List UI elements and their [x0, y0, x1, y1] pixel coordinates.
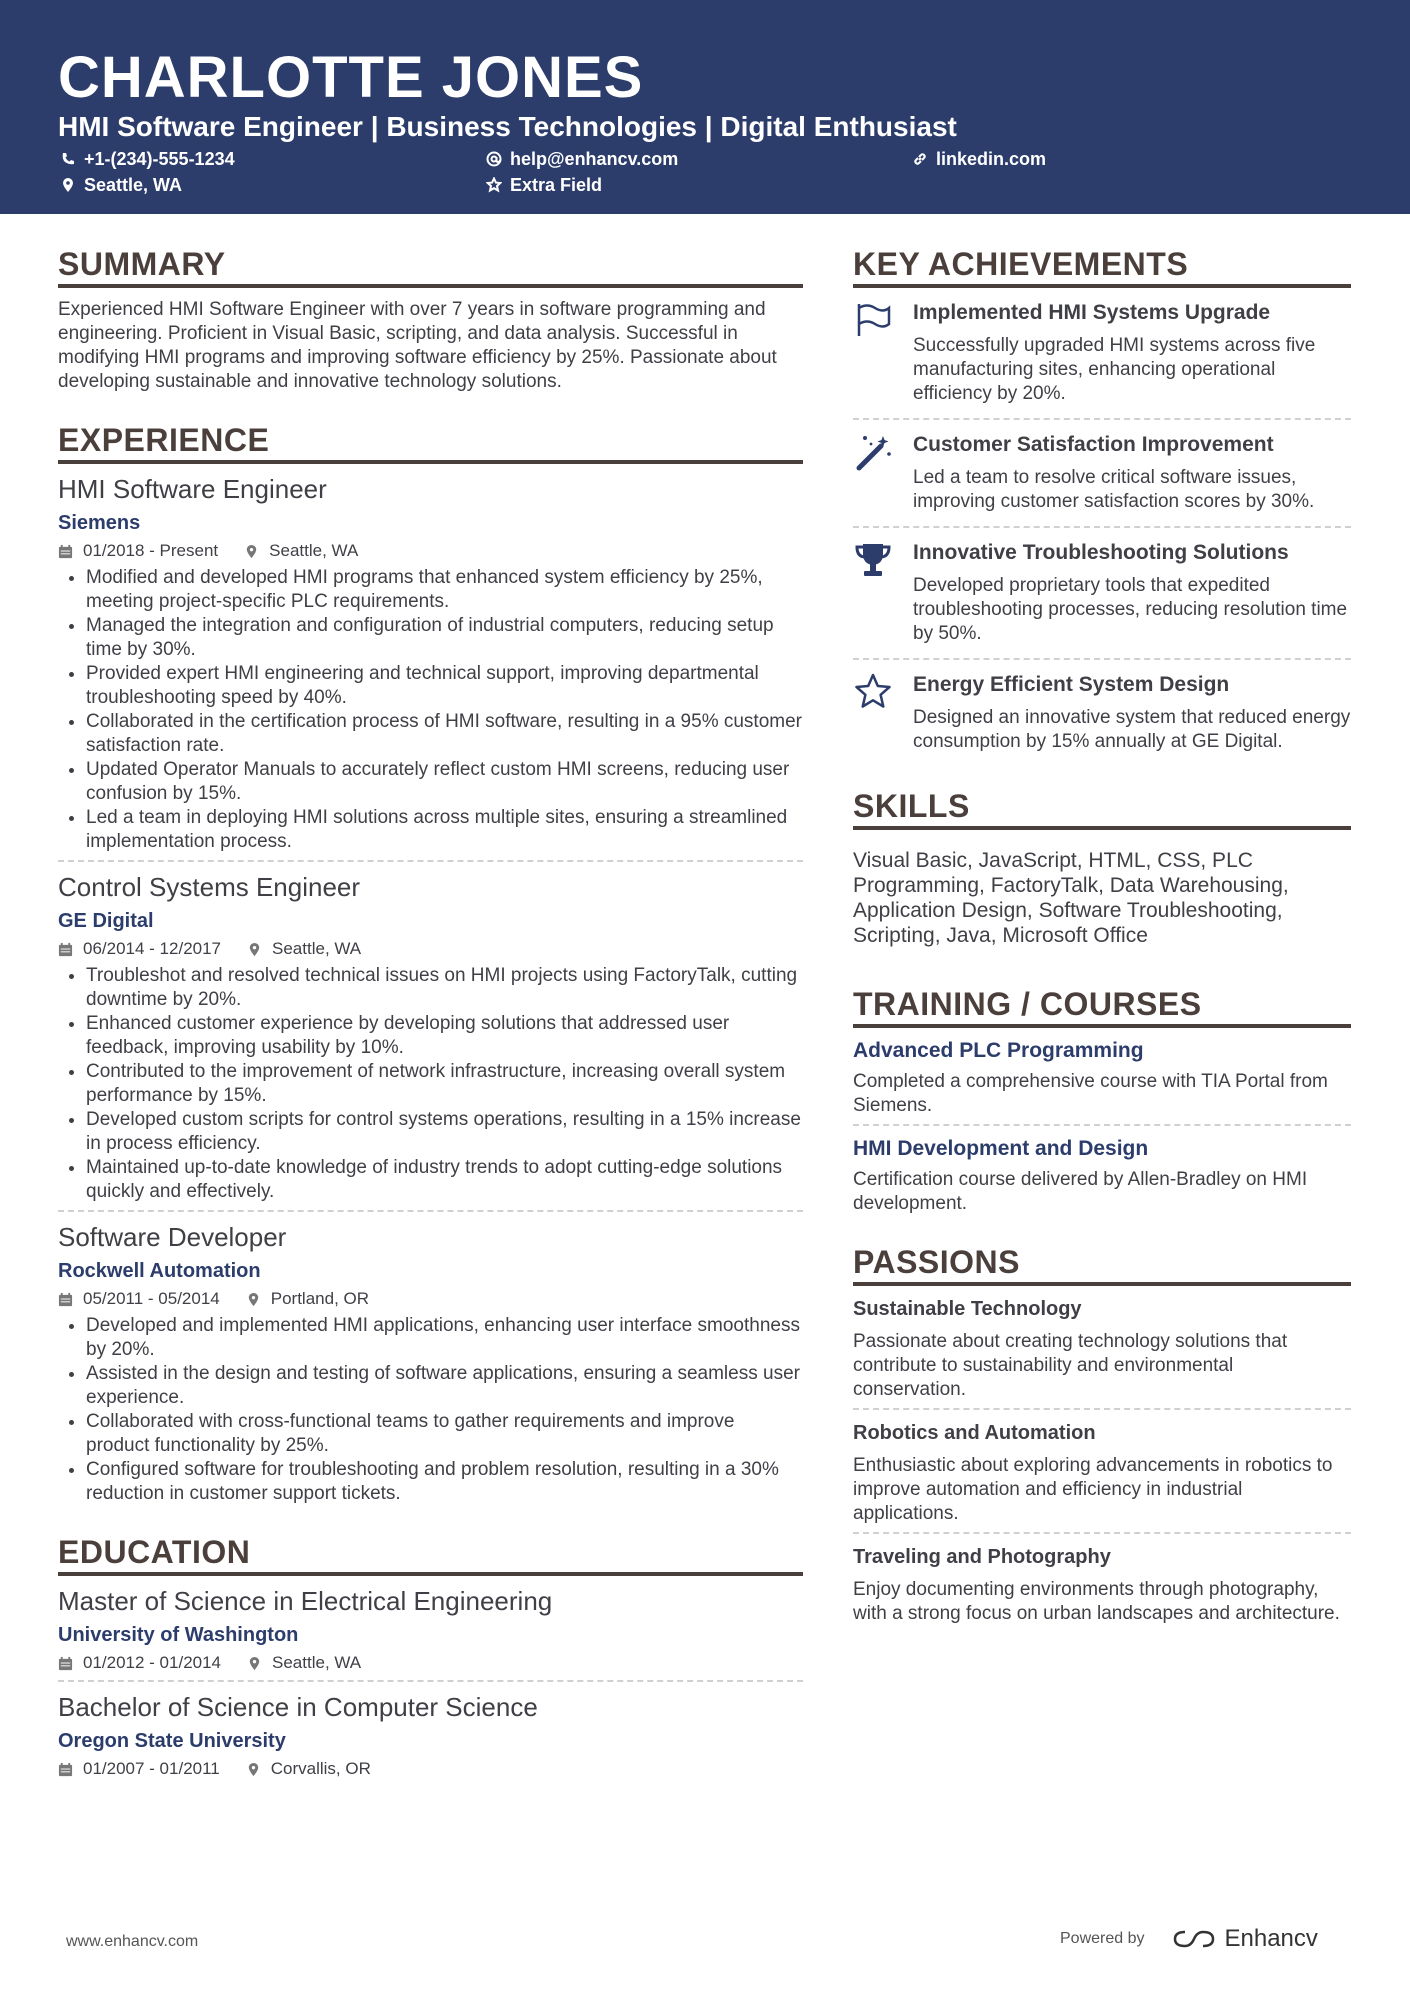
education-dates: 01/2012 - 01/2014: [83, 1653, 222, 1672]
job-bullets: [58, 964, 803, 1204]
calendar-icon: [58, 942, 73, 957]
achievement-item: [853, 660, 1351, 760]
bullet-item: • Troubleshot and resolved technical issues on HMI projects using FactoryTalk, cutting downtime by 20%.: [86, 964, 803, 1012]
job-bullets: [58, 1314, 803, 1506]
achievement-text: Developed proprietary tools that expedited troubleshooting processes, reducing resolution time by 50%.: [913, 575, 1348, 644]
achievement-title: Innovative Troubleshooting Solutions: [913, 541, 1289, 564]
calendar-icon: [58, 1292, 73, 1307]
job-title: Software Developer: [58, 1222, 287, 1252]
job-meta: [58, 938, 803, 960]
passion-text: Enthusiastic about exploring advancements in robotics to improve automation and efficiency in industrial applications.: [853, 1455, 1333, 1524]
achievement-text: Led a team to resolve critical software issues, improving customer satisfaction scores by 30%.: [913, 467, 1315, 512]
passions-heading: PASSIONS: [853, 1242, 1351, 1286]
linkedin-text: linkedin.com: [936, 149, 1047, 169]
job-dates: 01/2018 - Present: [83, 541, 219, 560]
bullet-item: • Developed and implemented HMI applications, enhancing user interface smoothness by 20%.: [86, 1314, 803, 1362]
passion-item: [853, 1420, 1351, 1526]
course-title: Advanced PLC Programming: [853, 1039, 1144, 1062]
passion-title: Traveling and Photography: [853, 1546, 1111, 1568]
calendar-icon: [58, 544, 73, 559]
bullet-item: • Modified and developed HMI programs that enhanced system efficiency by 25%, meeting project-specific PLC requirements.: [86, 566, 803, 614]
calendar-icon: [58, 1762, 73, 1777]
education-meta: [58, 1652, 803, 1674]
location-pin-icon: [244, 544, 259, 559]
summary-heading: SUMMARY: [58, 244, 803, 288]
powered-by-label: Powered by: [1060, 1930, 1145, 1947]
at-icon: [486, 151, 502, 167]
bullet-item: • Led a team in deploying HMI solutions across multiple sites, ensuring a streamlined implementation process.: [86, 806, 803, 854]
experience-entry: [58, 1220, 803, 1506]
skills-heading: SKILLS: [853, 786, 1351, 830]
achievement-title: Customer Satisfaction Improvement: [913, 433, 1274, 456]
passion-text: Passionate about creating technology solutions that contribute to sustainability and environmental conservation.: [853, 1331, 1288, 1400]
bullet-item: • Collaborated in the certification process of HMI software, resulting in a 95% customer satisfaction rate.: [86, 710, 803, 758]
job-dates: 05/2011 - 05/2014: [83, 1289, 220, 1308]
bullet-item: • Enhanced customer experience by developing solutions that addressed user feedback, improving usability by 10%.: [86, 1012, 803, 1060]
training-heading: TRAINING / COURSES: [853, 984, 1351, 1028]
trophy-icon: [853, 540, 893, 580]
phone-text: +1-(234)-555-1234: [84, 149, 235, 169]
course-item: [853, 1038, 1351, 1118]
bullet-item: • Contributed to the improvement of network infrastructure, increasing overall system performance by 15%.: [86, 1060, 803, 1108]
divider: [853, 1124, 1351, 1126]
location-pin-icon: [246, 1762, 261, 1777]
education-meta: [58, 1758, 803, 1780]
email-text: help@enhancv.com: [510, 149, 679, 169]
passion-title: Robotics and Automation: [853, 1422, 1096, 1444]
location-pin-icon: [246, 1292, 261, 1307]
extra-text: Extra Field: [510, 175, 603, 195]
achievement-item: [853, 288, 1351, 412]
passion-item: [853, 1296, 1351, 1402]
bullet-item: • Managed the integration and configuration of industrial computers, reducing setup time by 30%.: [86, 614, 803, 662]
achievement-title: Energy Efficient System Design: [913, 673, 1230, 696]
school-name: Oregon State University: [58, 1730, 286, 1752]
course-title: HMI Development and Design: [853, 1137, 1149, 1160]
bullet-item: • Provided expert HMI engineering and technical support, improving departmental troubleshooting speed by 40%.: [86, 662, 803, 710]
divider: [58, 1680, 803, 1682]
achievement-text: Designed an innovative system that reduced energy consumption by 15% annually at GE Digital.: [913, 707, 1351, 752]
passion-title: Sustainable Technology: [853, 1298, 1082, 1320]
passion-text: Enjoy documenting environments through photography, with a strong focus on urban landscapes and architecture.: [853, 1579, 1340, 1624]
divider: [58, 1210, 803, 1212]
contact-phone[interactable]: [60, 148, 235, 170]
link-icon: [912, 151, 928, 167]
skills-text: Visual Basic, JavaScript, HTML, CSS, PLC Programming, FactoryTalk, Data Warehousing, Application Design, Software Troubleshooting, Scripting, Java, Microsoft Office: [853, 849, 1289, 947]
brand-name: Enhancv: [1224, 1925, 1318, 1952]
education-location: Corvallis, OR: [270, 1759, 371, 1778]
summary-text: Experienced HMI Software Engineer with over 7 years in software programming and engineering. Proficient in Visual Basic, scripting, and data analysis. Successful in modifying HMI programs and improving software efficiency by 25%. Passionate about developing sustainable and innovative technology solutions.: [58, 299, 777, 392]
course-text: Completed a comprehensive course with TIA Portal from Siemens.: [853, 1071, 1328, 1116]
achievements-heading: KEY ACHIEVEMENTS: [853, 244, 1351, 288]
flag-icon: [853, 300, 893, 340]
education-entry: [58, 1690, 803, 1780]
star-icon: [853, 672, 893, 712]
job-bullets: [58, 566, 803, 854]
experience-entry: [58, 472, 803, 854]
contact-extra: [486, 174, 602, 196]
star-icon: [486, 177, 502, 193]
school-name: University of Washington: [58, 1624, 299, 1646]
job-dates: 06/2014 - 12/2017: [83, 939, 222, 958]
divider: [853, 1408, 1351, 1410]
experience-entry: [58, 870, 803, 1204]
job-meta: [58, 1288, 803, 1310]
job-location: Seattle, WA: [272, 939, 362, 958]
job-title: HMI Software Engineer: [58, 474, 327, 504]
bullet-item: • Updated Operator Manuals to accurately reflect custom HMI screens, reducing user confusion by 15%.: [86, 758, 803, 806]
phone-icon: [60, 151, 76, 167]
location-text: Seattle, WA: [84, 175, 183, 195]
contact-linkedin[interactable]: [912, 148, 1046, 170]
candidate-title: HMI Software Engineer | Business Technologies | Digital Enthusiast: [58, 111, 957, 142]
education-location: Seattle, WA: [272, 1653, 362, 1672]
left-column: [58, 244, 803, 1780]
bullet-item: • Maintained up-to-date knowledge of industry trends to adopt cutting-edge solutions quickly and effectively.: [86, 1156, 803, 1204]
job-location: Portland, OR: [270, 1289, 370, 1308]
footer-website[interactable]: www.enhancv.com: [66, 1933, 199, 1950]
enhancv-logo-icon: [1171, 1927, 1217, 1951]
contact-location: [60, 174, 182, 196]
course-text: Certification course delivered by Allen-Bradley on HMI development.: [853, 1169, 1308, 1214]
bullet-item: • Developed custom scripts for control systems operations, resulting in a 15% increase in process efficiency.: [86, 1108, 803, 1156]
achievement-title: Implemented HMI Systems Upgrade: [913, 301, 1271, 324]
brand-logo: [1171, 1925, 1318, 1953]
divider: [58, 860, 803, 862]
location-pin-icon: [247, 942, 262, 957]
experience-heading: EXPERIENCE: [58, 420, 803, 464]
passion-item: [853, 1544, 1351, 1626]
degree-title: Master of Science in Electrical Engineering: [58, 1586, 553, 1616]
location-pin-icon: [60, 177, 76, 193]
company-name: Rockwell Automation: [58, 1260, 261, 1282]
candidate-name: CHARLOTTE JONES: [58, 45, 644, 110]
bullet-item: • Configured software for troubleshooting and problem resolution, resulting in a 30% reduction in customer support tickets.: [86, 1458, 803, 1506]
achievement-item: [853, 528, 1351, 652]
footer-branding[interactable]: [1060, 1925, 1318, 1953]
degree-title: Bachelor of Science in Computer Science: [58, 1692, 538, 1722]
achievement-item: [853, 420, 1351, 520]
divider: [853, 1532, 1351, 1534]
bullet-item: • Collaborated with cross-functional teams to gather requirements and improve product functionality by 25%.: [86, 1410, 803, 1458]
header-banner: [0, 0, 1410, 214]
job-location: Seattle, WA: [269, 541, 359, 560]
contact-email[interactable]: [486, 148, 678, 170]
company-name: Siemens: [58, 512, 141, 534]
bullet-item: • Assisted in the design and testing of software applications, ensuring a seamless user experience.: [86, 1362, 803, 1410]
magic-wand-icon: [853, 432, 893, 472]
company-name: GE Digital: [58, 910, 154, 932]
job-meta: [58, 540, 803, 562]
education-entry: [58, 1584, 803, 1674]
job-title: Control Systems Engineer: [58, 872, 361, 902]
location-pin-icon: [247, 1656, 262, 1671]
education-heading: EDUCATION: [58, 1532, 803, 1576]
achievement-text: Successfully upgraded HMI systems across five manufacturing sites, enhancing operational efficiency by 20%.: [913, 335, 1316, 404]
calendar-icon: [58, 1656, 73, 1671]
course-item: [853, 1136, 1351, 1216]
education-dates: 01/2007 - 01/2011: [83, 1759, 220, 1778]
right-column: [853, 244, 1351, 1626]
